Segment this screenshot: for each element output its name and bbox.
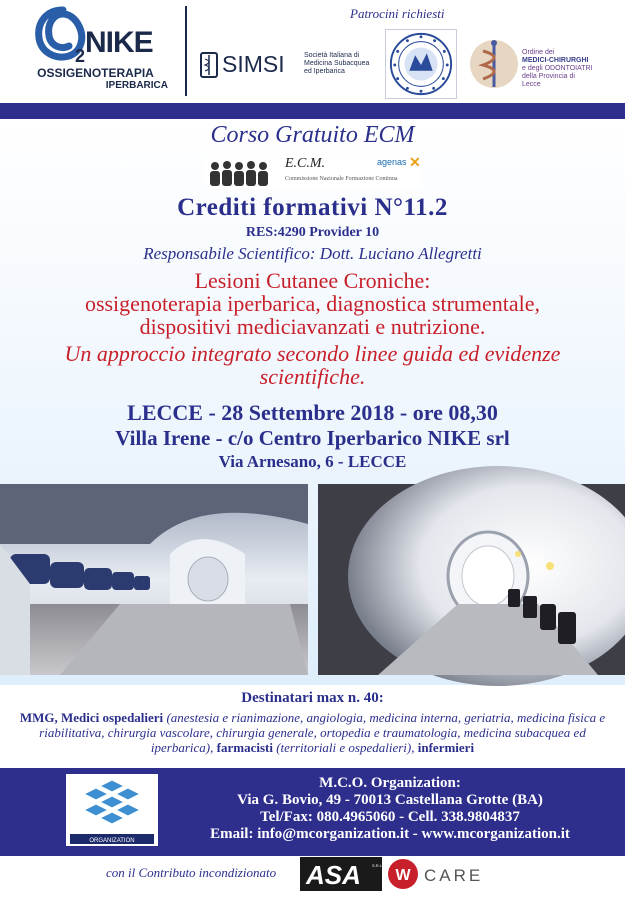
organizer-email: Email: info@mcorganization.it - www.mcorganization.it — [210, 826, 570, 842]
ordine-line4: della Provincia di Lecce — [522, 73, 575, 88]
nike-logo — [23, 4, 168, 92]
recipients-farmacisti-detail: (territoriali e ospedalieri) — [272, 740, 412, 755]
patrocini-label: Patrocini richiesti — [350, 6, 445, 21]
o2-logo-icon — [33, 6, 93, 64]
asa-logo — [300, 857, 382, 891]
agenas-x-icon: ✕ — [409, 154, 421, 170]
recipients-farmacisti: farmacisti — [216, 740, 273, 755]
simsi-word: SIMSI — [222, 51, 285, 77]
simsi-logo — [200, 46, 375, 84]
event-venue: Villa Irene - c/o Centro Iperbarico NIKE srl — [115, 426, 510, 450]
course-type: Corso Gratuito ECM — [210, 122, 415, 148]
recipients-body — [12, 710, 613, 755]
recipients-separator-1: , — [210, 740, 217, 755]
recipients-infermieri: infermieri — [417, 740, 475, 755]
contributo-label: con il Contributo incondizionato — [106, 865, 277, 880]
ordine-line1: Ordine dei — [522, 49, 555, 56]
recipients-mmg: MMG, Medici ospedalieri — [19, 710, 164, 725]
asa-logo-text: ASA — [306, 860, 361, 890]
organizer-name: M.C.O. Organization: — [319, 775, 461, 791]
organizer-address: Via G. Bovio, 49 - 70013 Castellana Grotte (BA) — [237, 792, 543, 808]
course-subtitle-line1: Un approccio integrato secondo linee guida ed evidenze — [64, 341, 561, 366]
mco-cubes-icon — [66, 774, 158, 846]
organizer-phone: Tel/Fax: 080.4965060 - Cell. 338.9804837 — [260, 809, 520, 825]
recipients-separator-2: , — [411, 740, 418, 755]
ecm-subtitle: Commissione Nazionale Formazione Continua — [285, 176, 398, 182]
recipients-specialties: (anestesia e rianimazione, angiologia, medicina interna, geriatria, medicina fisica e riabilitativa, chirurgia vascolare, chirurgia generale, ortopedia e traumatologia, medicina subacquea ed iperbarica) — [39, 710, 606, 755]
top-blue-band — [0, 103, 625, 119]
wcare-text: CARE — [424, 866, 484, 885]
course-title-line1: Lesioni Cutanee Croniche: — [194, 268, 431, 293]
ordine-line3: e degli ODONTOIATRI — [522, 65, 593, 72]
logo-iperbarica: IPERBARICA — [105, 80, 168, 91]
wcare-w-text: W — [395, 867, 411, 884]
course-title-line2: ossigenoterapia iperbarica, diagnostica strumentale, — [84, 291, 541, 316]
logo-ossigenoterapia: OSSIGENOTERAPIA — [37, 66, 154, 80]
simsi-caduceus-icon — [200, 52, 218, 78]
wcare-logo — [386, 857, 496, 891]
ecm-logo — [205, 154, 421, 188]
hyperbaric-chamber-photo-right — [318, 484, 625, 675]
ordine-emblem-icon — [469, 35, 519, 93]
res-provider: RES:4290 Provider 10 — [245, 225, 380, 240]
event-address: Via Arnesano, 6 - LECCE — [218, 452, 407, 471]
asa-srl-text: S.R.L. — [372, 863, 384, 868]
ordine-text — [522, 49, 595, 89]
course-title-line3: dispositivi mediciavanzati e nutrizione. — [139, 314, 486, 339]
ordine-medici-lecce-logo — [467, 33, 595, 95]
ordine-medici-bari-seal-icon — [385, 29, 457, 99]
logo-nike-text: NIKE — [85, 26, 153, 59]
agenas-logo: agenas — [377, 157, 407, 167]
recipients-heading: Destinatari max n. 40: — [241, 690, 384, 706]
crediti-heading: Crediti formativi N°11.2 — [177, 194, 448, 221]
course-subtitle-line2: scientifiche. — [259, 364, 366, 389]
ecm-title: E.C.M. — [285, 156, 326, 171]
caduceus-icon — [202, 54, 216, 76]
svg-text:2: 2 — [75, 46, 86, 66]
responsabile-scientifico: Responsabile Scientifico: Dott. Luciano Allegretti — [143, 244, 482, 263]
simsi-subtitle: Società Italiana di Medicina Subacquea ed Iperbarica — [304, 52, 370, 75]
header — [0, 0, 625, 103]
event-date: LECCE - 28 Settembre 2018 - ore 08,30 — [127, 400, 498, 425]
mco-logo — [66, 774, 158, 846]
header-divider — [185, 6, 187, 96]
people-icon — [207, 158, 275, 186]
hyperbaric-chamber-photo-left — [0, 484, 308, 675]
mco-logo-caption: ORGANIZATION — [89, 838, 135, 844]
ordine-line2: MEDICI-CHIRURGHI — [522, 57, 589, 64]
